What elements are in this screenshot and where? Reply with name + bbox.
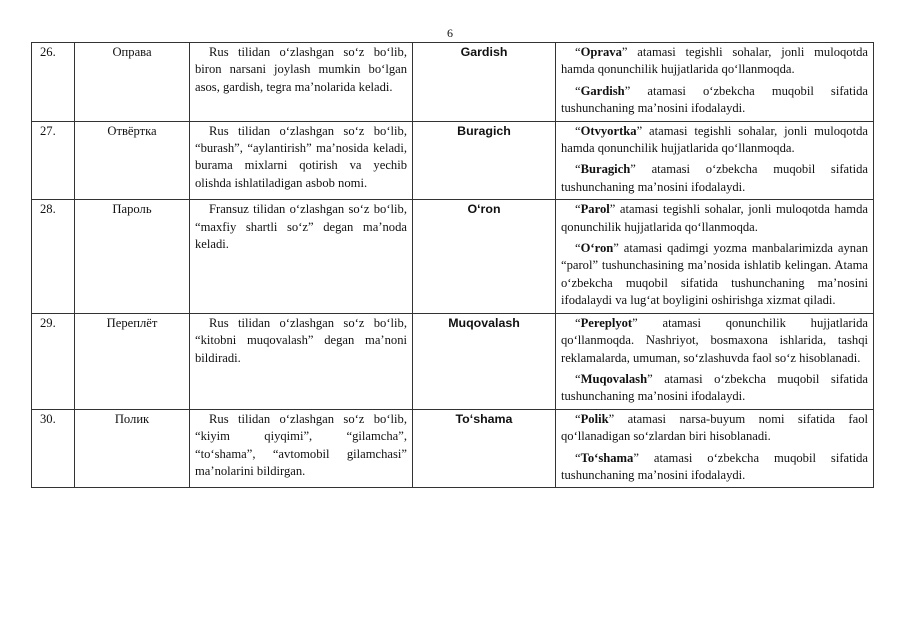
usage-comment: “Pereplyot” atamasi qonunchilik hujjatlarida qoʻllanmoqda. Nashriyot, bosmaxona ishlarida, tashqi reklamalarda, umuman, soʻzlashuvda faol soʻz hisoblanadi. “Muqovalash” atamasi oʻzbekcha muqobil sifatida tushunchaning maʼnosini ifodalaydi. (556, 313, 874, 409)
usage-comment: “Otvyortka” atamasi tegishli sohalar, jonli muloqotda hamda qonunchilik hujjatlarida qoʻllanmoqda. “Buragich” atamasi oʻzbekcha muqobil sifatida tushunchaning maʼnosini ifodalaydi. (556, 121, 874, 200)
term-origin: Rus tilidan oʻzlashgan soʻz boʻlib, biron narsani joylash mumkin boʻlgan asos, gardish, tegra maʼnolarida keladi. (190, 43, 413, 122)
row-number: 28. (32, 200, 75, 313)
russian-term: Переплёт (75, 313, 190, 409)
table-row (32, 43, 874, 122)
terms-table (31, 42, 874, 488)
usage-comment: “Parol” atamasi tegishli sohalar, jonli muloqotda hamda qonunchilik hujjatlarida qoʻllanmoqda. “Oʻron” atamasi qadimgi yozma manbalarimizda aynan “parol” tushunchasining maʼnosida ishlatib kelingan. Atama oʻzbekcha muqobil sifatida tushunchaning maʼnosini ifodalaydi va lugʻat boyligini oshirishga xizmat qiladi. (556, 200, 874, 313)
table-row (32, 409, 874, 488)
row-number: 26. (32, 43, 75, 122)
usage-comment: “Polik” atamasi narsa-buyum nomi sifatida faol qoʻllanadigan soʻzlardan biri hisoblanadi. “Toʻshama” atamasi oʻzbekcha muqobil sifatida tushunchaning maʼnosini ifodalaydi. (556, 409, 874, 488)
term-origin: Rus tilidan oʻzlashgan soʻz boʻlib, “kitobni muqovalash” degan maʼnoni bildiradi. (190, 313, 413, 409)
keyword: Parol (580, 202, 610, 217)
uzbek-equivalent: Buragich (413, 121, 556, 200)
keyword: Oʻron (580, 241, 614, 256)
russian-term: Полик (75, 409, 190, 488)
russian-term: Пароль (75, 200, 190, 313)
row-number: 30. (32, 409, 75, 488)
row-number: 27. (32, 121, 75, 200)
term-origin: Rus tilidan oʻzlashgan soʻz boʻlib, “burash”, “aylantirish” maʼnosida keladi, burama mixlarni qotirish va yechib olishda ishlatiladigan asbob nomi. (190, 121, 413, 200)
term-origin: Rus tilidan oʻzlashgan soʻz boʻlib, “kiyim qiyqimi”, “gilamcha”, “toʻshama”, “avtomobil gilamchasi” maʼnolarini bildirgan. (190, 409, 413, 488)
keyword: Buragich (580, 162, 631, 177)
uzbek-equivalent: Toʻshama (413, 409, 556, 488)
uzbek-equivalent: Oʻron (413, 200, 556, 313)
term-origin: Fransuz tilidan oʻzlashgan soʻz boʻlib, “maxfiy shartli soʻz” degan maʼnoda keladi. (190, 200, 413, 313)
keyword: Pereplyot (580, 315, 633, 330)
usage-comment: “Oprava” atamasi tegishli sohalar, jonli muloqotda hamda qonunchilik hujjatlarida qoʻllanmoqda. “Gardish” atamasi oʻzbekcha muqobil sifatida tushunchaning maʼnosini ifodalaydi. (556, 43, 874, 122)
keyword: Gardish (580, 83, 625, 98)
table-row (32, 121, 874, 200)
keyword: Toʻshama (580, 450, 634, 465)
russian-term: Отвёртка (75, 121, 190, 200)
page-number: 6 (447, 26, 453, 40)
keyword: Oprava (580, 45, 622, 59)
keyword: Polik (580, 411, 609, 426)
uzbek-equivalent: Gardish (413, 43, 556, 122)
row-number: 29. (32, 313, 75, 409)
uzbek-equivalent: Muqovalash (413, 313, 556, 409)
table-row (32, 313, 874, 409)
keyword: Muqovalash (580, 371, 648, 386)
keyword: Otvyortka (580, 123, 637, 138)
table-row (32, 200, 874, 313)
russian-term: Оправа (75, 43, 190, 122)
